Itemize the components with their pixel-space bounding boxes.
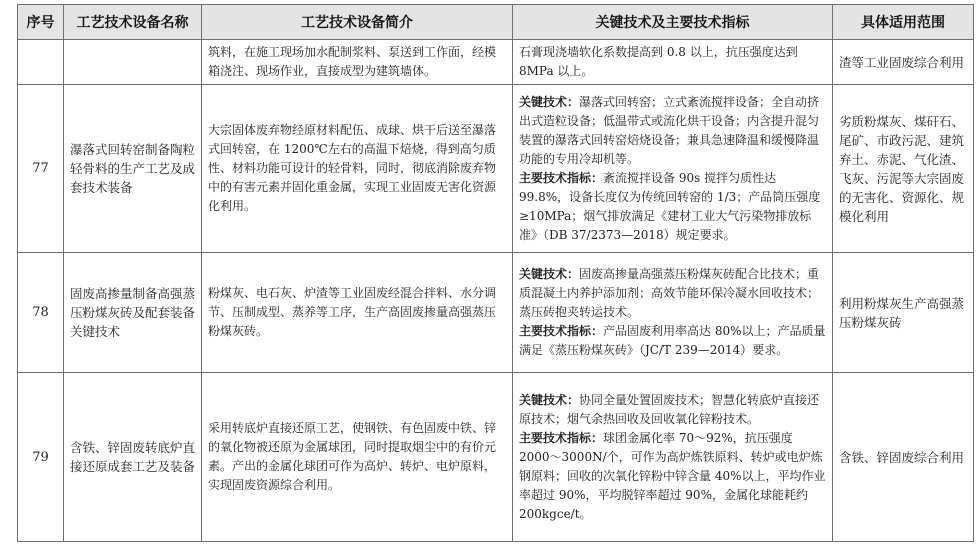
technology-table <box>17 4 974 542</box>
row-description: 粉煤灰、电石灰、炉渣等工业固废经混合拌料、水分调节、压制成型、蒸养等工序，生产高固废掺量高强蒸压粉煤灰砖。 <box>202 253 513 373</box>
row-number <box>18 40 64 85</box>
row-scope: 含铁、锌固废综合利用 <box>833 373 974 542</box>
row-description: 大宗固体废弃物经原材料配伍、成球、烘干后送至瀑落式回转窑，在 1200℃左右的高温下焙烧，得到高匀质性、材料功能可设计的轻骨料，同时，彻底消除废弃物中的有害元素并固化重金属，实现工业固废无害化资源化利用。 <box>202 85 513 253</box>
main-index-label: 主要技术指标： <box>519 170 604 185</box>
key-tech-label: 关键技术： <box>519 267 580 281</box>
row-scope: 渣等工业固废综合利用 <box>833 40 974 85</box>
row-description: 采用转底炉直接还原工艺，使钢铁、有色固废中铁、锌的氧化物被还原为金属球团，同时提取烟尘中的有价元素。产出的金属化球团可作为高炉、转炉、电炉原料，实现固废资源综合利用。 <box>202 373 513 542</box>
table-row <box>18 253 974 373</box>
main-index-label: 主要技术指标： <box>519 324 604 338</box>
key-tech-text: 石膏现浇墙软化系数提高到 0.8 以上，抗压强度达到 8MPa 以上。 <box>519 45 798 78</box>
key-tech-label: 关键技术： <box>519 94 580 109</box>
table-row <box>18 40 974 85</box>
row-scope: 劣质粉煤灰、煤矸石、尾矿、市政污泥、建筑弃土、赤泥、气化渣、飞灰、污泥等大宗固废的无害化、资源化、规模化利用 <box>833 85 974 253</box>
row-number: 79 <box>18 373 64 542</box>
row-key-tech <box>513 373 833 542</box>
row-description: 筑料，在施工现场加水配制浆料、泵送到工作面，经模箱浇注、现场作业，直接成型为建筑墙体。 <box>202 40 513 85</box>
row-scope: 利用粉煤灰生产高强蒸压粉煤灰砖 <box>833 253 974 373</box>
main-index-label: 主要技术指标： <box>519 430 604 445</box>
row-number: 78 <box>18 253 64 373</box>
main-index-text: 产品固废利用率高达 80%以上；产品质量满足《蒸压粉煤灰砖》（JC/T 239—2014）要求。 <box>519 324 826 357</box>
row-key-tech <box>513 40 833 85</box>
table-row <box>18 373 974 542</box>
key-tech-text: 瀑落式回转窑；立式紊流搅拌设备；全自动挤出式造粒设备；低温带式或流化烘干设备；内含提升混匀装置的瀑落式回转窑焙烧设备；兼具急速降温和缓慢降温功能的专用冷却机等。 <box>519 94 820 166</box>
key-tech-text: 固废高掺量高强蒸压粉煤灰砖配合比技术；重质混凝土内养护添加剂；高效节能环保冷凝水回收技术；蒸压砖抱夹转运技术。 <box>519 267 820 319</box>
table-row <box>18 85 974 253</box>
row-name: 瀑落式回转窑制备陶粒轻骨料的生产工艺及成套技术装备 <box>64 85 202 253</box>
header-scope: 具体适用范围 <box>833 5 974 40</box>
row-name: 含铁、锌固废转底炉直接还原成套工艺及装备 <box>64 373 202 542</box>
row-key-tech <box>513 85 833 253</box>
table-header-row <box>18 5 974 40</box>
row-key-tech <box>513 253 833 373</box>
main-index-text: 球团金属化率 70～92%，抗压强度 2000～3000N/个，可作为高炉炼铁原料、转炉或电炉炼钢原料；回收的次氧化锌粉中锌含量 40%以上，平均作业率超过 90%，平均脱锌率超过 90%，金属化球能耗约 200kgce/t。 <box>519 430 826 521</box>
key-tech-label: 关键技术： <box>519 392 580 407</box>
header-no: 序号 <box>18 5 64 40</box>
key-tech-text: 协同全量处置固废技术；智慧化转底炉直接还原技术；烟气余热回收及回收氧化锌粉技术。 <box>519 392 820 426</box>
row-name: 固废高掺量制备高强蒸压粉煤灰砖及配套装备关键技术 <box>64 253 202 373</box>
header-name: 工艺技术设备名称 <box>64 5 202 40</box>
header-desc: 工艺技术设备简介 <box>202 5 513 40</box>
main-index-text: 紊流搅拌设备 90s 搅拌匀质性达 99.8%，设备长度仅为传统回转窑的 1/3；产品筒压强度≥10MPa；烟气排放满足《建材工业大气污染物排放标准》（DB 37/2373—2018）规定要求。 <box>519 170 821 242</box>
header-key: 关键技术及主要技术指标 <box>513 5 833 40</box>
row-number: 77 <box>18 85 64 253</box>
row-name <box>64 40 202 85</box>
